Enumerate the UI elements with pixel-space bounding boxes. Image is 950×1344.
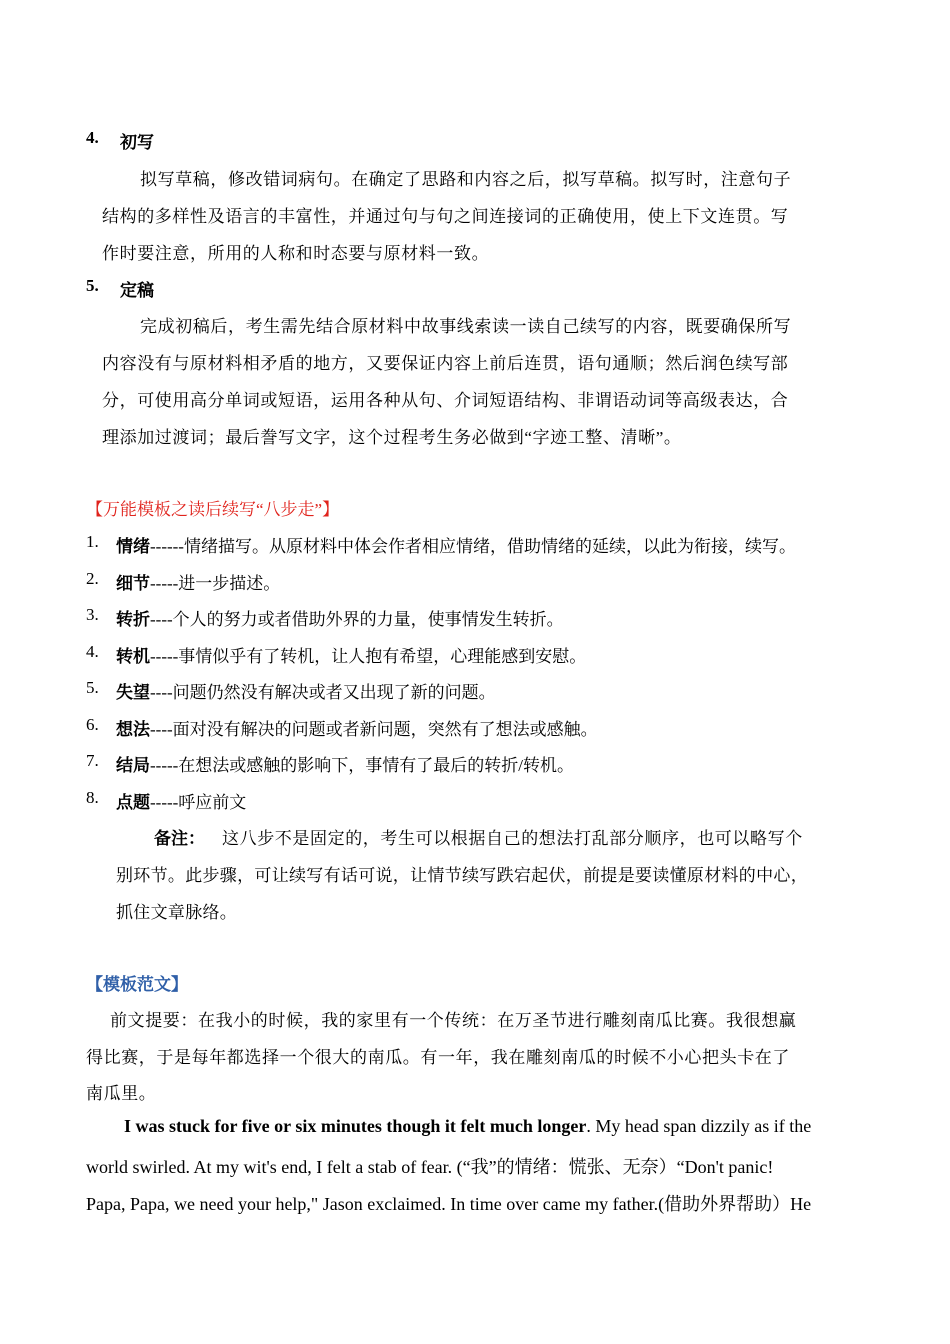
section-5-line: 完成初稿后，考生需先结合原材料中故事线索读一读自己续写的内容，既要确保所写: [140, 317, 792, 336]
step-text: -----在想法或感触的影响下，事情有了最后的转折/转机。: [150, 756, 575, 775]
step-number: 7.: [86, 751, 99, 770]
step-text: -----事情似乎有了转机，让人抱有希望，心理能感到安慰。: [150, 647, 587, 666]
note-label: 备注：: [154, 829, 205, 848]
step-key: 细节: [116, 574, 150, 593]
step-item: [86, 751, 575, 775]
step-number: 5.: [86, 678, 99, 697]
essay-line: Papa, Papa, we need your help," Jason exclaimed. In time over came my father.(借助外界帮助）He: [86, 1194, 812, 1214]
section-4-title: 初写: [120, 133, 154, 152]
section-4-number: 4.: [86, 128, 99, 147]
step-number: 8.: [86, 788, 99, 807]
step-text: -----进一步描述。: [150, 574, 281, 593]
summary-line: 前文提要：在我小的时候，我的家里有一个传统：在万圣节进行雕刻南瓜比赛。我很想赢: [110, 1011, 797, 1030]
step-key: 转折: [116, 610, 150, 629]
note-line: 抓住文章脉络。: [116, 903, 238, 922]
step-key: 情绪: [116, 537, 150, 556]
step-text: ----问题仍然没有解决或者又出现了新的问题。: [150, 683, 496, 702]
sample-title: 【模板范文】: [86, 975, 188, 994]
step-text: -----呼应前文: [150, 793, 247, 812]
template-title: 【万能模板之读后续写“八步走”】: [86, 500, 340, 519]
note-line: 这八步不是固定的，考生可以根据自己的想法打乱部分顺序，也可以略写个: [222, 829, 803, 848]
step-item: [86, 569, 281, 593]
step-text: ----面对没有解决的问题或者新问题，突然有了想法或感触。: [150, 720, 598, 739]
step-key: 点题: [116, 793, 150, 812]
section-4-line: 结构的多样性及语言的丰富性，并通过句与句之间连接词的正确使用，使上下文连贯。写: [102, 207, 789, 226]
summary-line: 得比赛，于是每年都选择一个很大的南瓜。有一年，我在雕刻南瓜的时候不小心把头卡在了: [86, 1048, 790, 1067]
step-key: 转机: [116, 647, 150, 666]
step-key: 想法: [116, 720, 150, 739]
step-item: [86, 678, 496, 702]
section-5-number: 5.: [86, 276, 99, 295]
step-text: ------情绪描写。从原材料中体会作者相应情绪，借助情绪的延续，以此为衔接，续写。: [150, 537, 796, 556]
essay-line: [124, 1116, 811, 1137]
section-5-line: 分，可使用高分单词或短语，运用各种从句、介词短语结构、非谓语动词等高级表达，合: [102, 391, 789, 410]
step-number: 3.: [86, 605, 99, 624]
step-item: [86, 532, 796, 556]
step-number: 1.: [86, 532, 99, 551]
step-item: [86, 605, 564, 629]
note-line: 别环节。此步骤，可让续写有话可说，让情节续写跌宕起伏，前提是要读懂原材料的中心，: [116, 866, 808, 885]
step-number: 6.: [86, 715, 99, 734]
section-4-line: 作时要注意，所用的人称和时态要与原材料一致。: [102, 244, 490, 263]
summary-line: 南瓜里。: [86, 1084, 157, 1103]
step-text: ----个人的努力或者借助外界的力量，使事情发生转折。: [150, 610, 564, 629]
step-number: 4.: [86, 642, 99, 661]
step-number: 2.: [86, 569, 99, 588]
step-key: 结局: [116, 756, 150, 775]
step-item: [86, 642, 587, 666]
step-item: [86, 788, 247, 812]
step-key: 失望: [116, 683, 150, 702]
essay-bold-lead: I was stuck for five or six minutes though it felt much longer: [124, 1116, 587, 1136]
section-5-line: 理添加过渡词；最后誊写文字，这个过程考生务必做到“字迹工整、清晰”。: [102, 428, 682, 447]
section-5-title: 定稿: [120, 281, 154, 300]
essay-line: world swirled. At my wit's end, I felt a stab of fear. (“我”的情绪：慌张、无奈）“Don't panic!: [86, 1157, 774, 1177]
step-item: [86, 715, 598, 739]
essay-line-rest: . My head span dizzily as if the: [586, 1116, 812, 1136]
section-4-line: 拟写草稿，修改错词病句。在确定了思路和内容之后，拟写草稿。拟写时，注意句子: [140, 170, 792, 189]
section-5-line: 内容没有与原材料相矛盾的地方，又要保证内容上前后连贯，语句通顺；然后润色续写部: [102, 354, 789, 373]
